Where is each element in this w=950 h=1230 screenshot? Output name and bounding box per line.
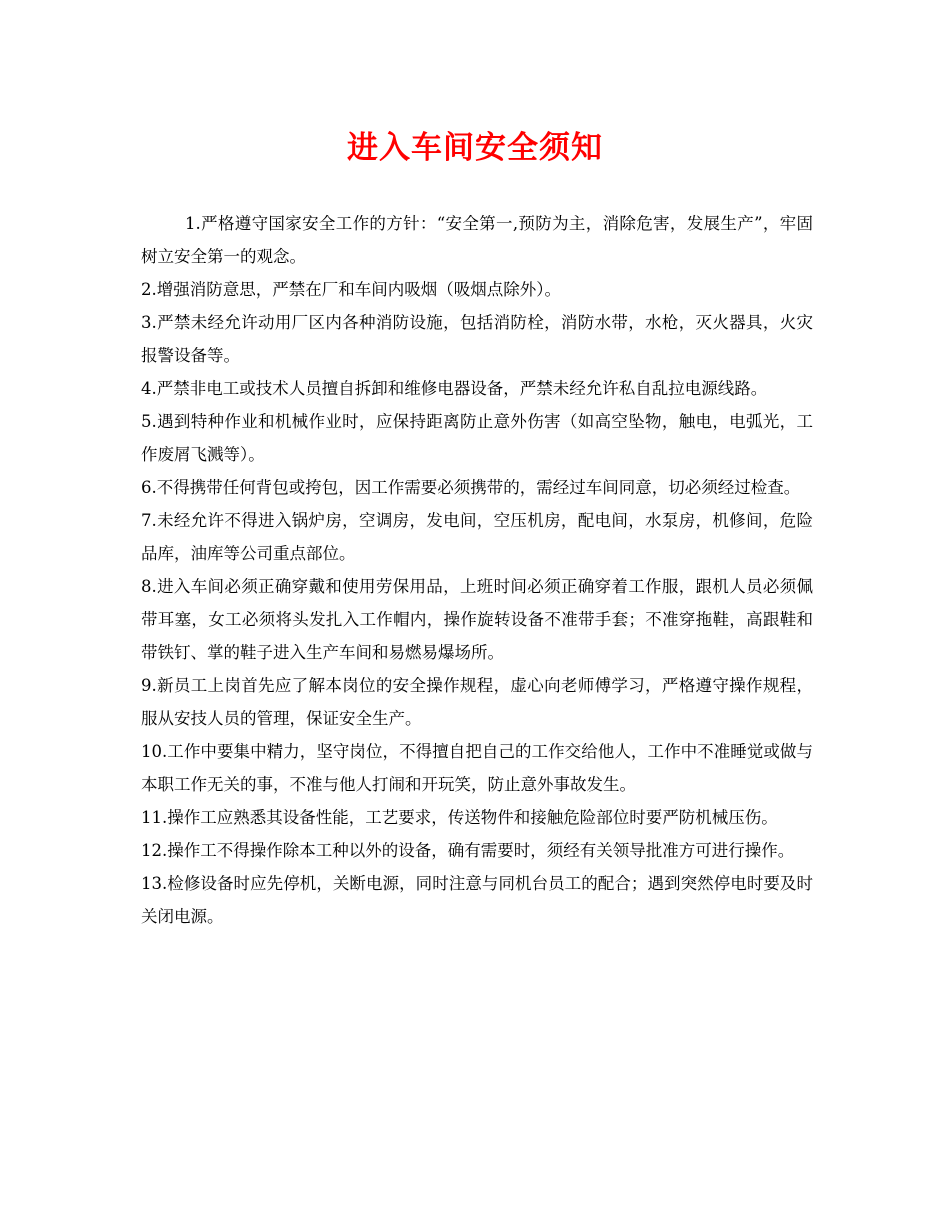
rule-item-4: 4.严禁非电工或技术人员擅自拆卸和维修电器设备，严禁未经允许私自乱拉电源线路。 [141,379,768,398]
rule-item-5: 5.遇到特种作业和机械作业时，应保持距离防止意外伤害（如高空坠物，触电，电弧光，工作废屑飞溅等）。 [141,412,813,464]
rule-item-9: 9.新员工上岗首先应了解本岗位的安全操作规程，虚心向老师傅学习，严格遵守操作规程，服从安技人员的管理，保证安全生产。 [141,676,813,728]
rule-item-11: 11.操作工应熟悉其设备性能，工艺要求，传送物件和接触危险部位时要严防机械压伤。 [141,808,778,827]
rule-item-10: 10.工作中要集中精力，坚守岗位，不得擅自把自己的工作交给他人，工作中不准睡觉或做与本职工作无关的事，不准与他人打闹和开玩笑，防止意外事故发生。 [141,742,813,794]
rule-item-13: 13.检修设备时应先停机，关断电源，同时注意与同机台员工的配合；遇到突然停电时要及时关闭电源。 [141,874,813,926]
rule-item-1: 1.严格遵守国家安全工作的方针：“安全第一,预防为主，消除危害，发展生产”，牢固树立安全第一的观念。 [141,214,813,266]
rule-item-2: 2.增强消防意思，严禁在厂和车间内吸烟（吸烟点除外）。 [141,280,561,299]
document-title: 进入车间安全须知 [347,130,603,166]
rule-item-6: 6.不得携带任何背包或挎包，因工作需要必须携带的，需经过车间同意，切必须经过检查。 [141,478,801,497]
rule-item-8: 8.进入车间必须正确穿戴和使用劳保用品，上班时间必须正确穿着工作服，跟机人员必须佩带耳塞，女工必须将头发扎入工作帽内，操作旋转设备不准带手套；不准穿拖鞋，高跟鞋和带铁钉、掌的鞋子进入生产车间和易燃易爆场所。 [141,577,813,662]
rule-item-12: 12.操作工不得操作除本工种以外的设备，确有需要时，须经有关领导批准方可进行操作。 [141,841,795,860]
rule-item-3: 3.严禁未经允许动用厂区内各种消防设施，包括消防栓，消防水带，水枪，灭火器具，火灾报警设备等。 [141,313,813,365]
rule-item-7: 7.未经允许不得进入锅炉房，空调房，发电间，空压机房，配电间，水泵房，机修间，危险品库，油库等公司重点部位。 [141,511,813,563]
safety-rules-list [141,207,813,933]
